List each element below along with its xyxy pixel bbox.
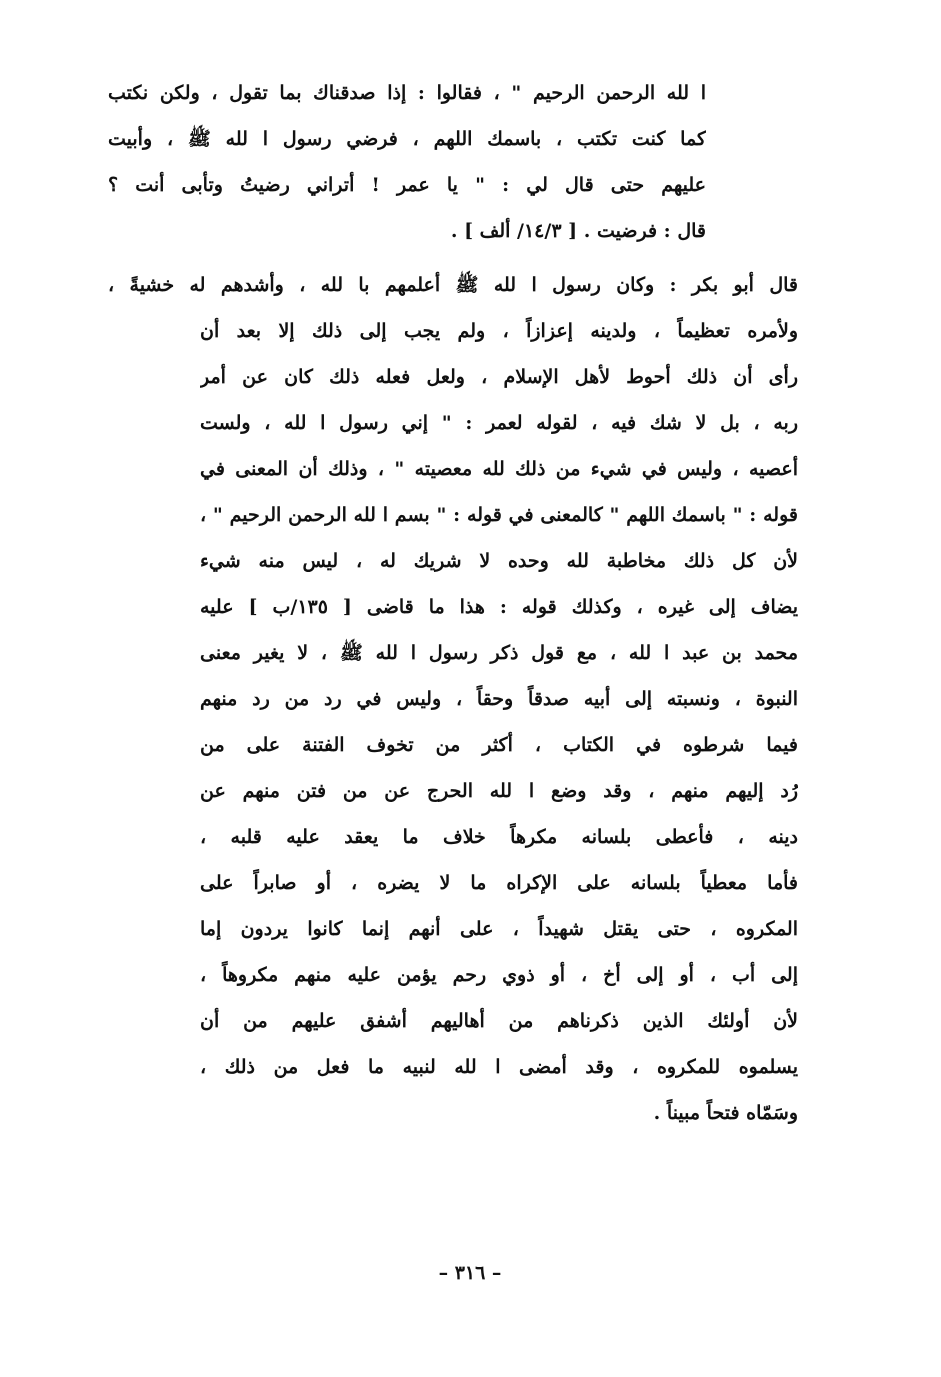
text-line: رُد إليهم منهم ، وقد وضع ا لله الحرج عن من فتن منهم عن <box>200 780 798 802</box>
text-line: أعصيه ، وليس في شيء من ذلك لله معصيته " ، وذلك أن المعنى في <box>200 458 798 480</box>
text-line: يسلموه للمكروه ، وقد أمضى ا لله لنبيه ما فعل من ذلك ، <box>200 1056 798 1078</box>
text-line: لأن كل ذلك مخاطبة لله وحده لا شريك له ، ليس منه شيء <box>200 550 798 572</box>
paragraph-1 <box>108 70 706 254</box>
text-line: ربه ، بل لا شك فيه ، لقوله لعمر : " إني رسول ا لله ، ولست <box>200 412 798 434</box>
text-line: وسَمّاه فتحاً مبيناً . <box>653 1102 798 1124</box>
text-line: النبوة ، ونسبته إلى أبيه صدقاً وحقاً ، وليس في رد من رد منهم <box>200 688 798 710</box>
text-line: ا لله الرحمن الرحيم " ، فقالوا : إذا صدقناك بما تقول ، ولكن نكتب <box>108 82 706 104</box>
text-line: إلى أب ، أو إلى أخ ، أو ذوي رحم يؤمن عليه منهم مكروهاً ، <box>200 964 798 986</box>
paragraph-2 <box>108 262 798 1136</box>
page-number: – ٣١٦ – <box>438 1262 502 1284</box>
text-line: فيما شرطوه في الكتاب ، أكثر من تخوف الفتنة على من <box>200 734 798 756</box>
text-line: قوله : " باسمك اللهم " كالمعنى في قوله : " بسم ا لله الرحمن الرحيم " ، <box>200 504 798 526</box>
text-line: قال : فرضيت . [ ١٤/٣/ ألف ] . <box>450 220 706 242</box>
text-line: رأى أن ذلك أحوط لأهل الإسلام ، ولعل فعله ذلك كان عن أمر <box>200 366 798 388</box>
text-line: يضاف إلى غيره ، وكذلك قوله : هذا ما قاضى [ ١٣٥/ب ] عليه <box>200 596 798 618</box>
text-line: فأما معطياً بلسانه على الإكراه ما لا يضره ، أو صابراً على <box>200 872 798 894</box>
text-line: لأن أولئك الذين ذكرناهم من أهاليهم أشفق عليهم من أن <box>200 1010 798 1032</box>
text-line: دينه ، فأعطى بلسانه مكرهاً خلاف ما يعقد عليه قلبه ، <box>200 826 798 848</box>
text-line: ولأمره تعظيماً ، ولدينه إعزازاً ، ولم يجب إلى ذلك إلا بعد أن <box>200 320 798 342</box>
text-line: محمد بن عبد ا لله ، مع قول ذكر رسول ا لله ﷺ ، لا يغير معنى <box>200 642 798 664</box>
text-line-first: قال أبو بكر : وكان رسول ا لله ﷺ أعلمهم با لله ، وأشدهم له خشيةً ، <box>108 274 798 296</box>
text-line: المكروه ، حتى يقتل شهيداً ، على أنهم إنما كانوا يردون إما <box>200 918 798 940</box>
text-line: عليهم حتى قال لي : " يا عمر ! أتراني رضيتُ وتأبى أنت ؟ <box>108 174 706 196</box>
text-line: كما كنت تكتب ، باسمك اللهم ، فرضي رسول ا لله ﷺ ، وأبيت <box>108 128 706 150</box>
